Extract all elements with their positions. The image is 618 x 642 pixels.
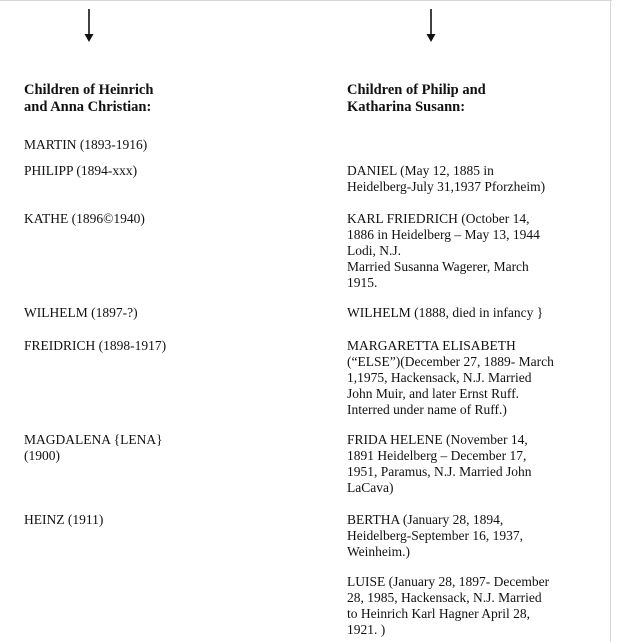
entry-line: Lodi, N.J. <box>347 243 401 258</box>
child-entry-margaretta <box>347 338 554 418</box>
left-column-heading <box>24 82 153 116</box>
entry-line: Heidelberg-September 16, 1937, <box>347 528 523 543</box>
heading-line: Children of Philip and <box>347 82 486 98</box>
entry-line: to Heinrich Karl Hagner April 28, <box>347 606 530 621</box>
entry-line: DANIEL (May 12, 1885 in <box>347 163 494 178</box>
child-entry-bertha <box>347 512 523 560</box>
entry-line: Married Susanna Wagerer, March <box>347 259 529 274</box>
entry-line: (“ELSE”)(December 27, 1889- March <box>347 354 554 369</box>
heading-line: and Anna Christian: <box>24 99 152 115</box>
child-entry-kathe <box>24 211 145 227</box>
page-top-border <box>0 0 612 1</box>
child-entry-philipp <box>24 163 137 179</box>
entry-line: KARL FRIEDRICH (October 14, <box>347 211 530 226</box>
child-entry-heinz <box>24 512 103 528</box>
entry-line: John Muir, and later Ernst Ruff. <box>347 386 520 401</box>
entry-line: (1900) <box>24 448 60 463</box>
entry-line: KATHE (1896©1940) <box>24 211 145 226</box>
child-entry-luise <box>347 574 549 638</box>
entry-line: 1,1975, Hackensack, N.J. Married <box>347 370 532 385</box>
entry-line: 1921. ) <box>347 622 386 637</box>
child-entry-frida <box>347 432 531 496</box>
entry-line: 1886 in Heidelberg – May 13, 1944 <box>347 227 540 242</box>
child-entry-wilhelm-infancy <box>347 305 543 321</box>
entry-line: WILHELM (1888, died in infancy } <box>347 305 544 320</box>
entry-line: 1951, Paramus, N.J. Married John <box>347 464 532 479</box>
right-column-heading <box>347 82 486 116</box>
heading-line: Katharina Susann: <box>347 99 466 115</box>
entry-line: 1915. <box>347 275 378 290</box>
down-arrow-icon <box>83 9 95 43</box>
entry-line: PHILIPP (1894-xxx) <box>24 163 138 178</box>
down-arrow-icon <box>425 9 437 43</box>
entry-line: Interred under name of Ruff.) <box>347 402 507 417</box>
entry-line: Weinheim.) <box>347 544 411 559</box>
entry-line: Heidelberg-July 31,1937 Pforzheim) <box>347 179 546 194</box>
child-entry-wilhelm <box>24 305 138 321</box>
entry-line: BERTHA (January 28, 1894, <box>347 512 504 527</box>
page-right-border <box>610 0 611 642</box>
entry-line: MARTIN (1893-1916) <box>24 137 148 152</box>
entry-line: WILHELM (1897-?) <box>24 305 138 320</box>
entry-line: HEINZ (1911) <box>24 512 104 527</box>
child-entry-martin <box>24 137 147 153</box>
entry-line: 1891 Heidelberg – December 17, <box>347 448 527 463</box>
child-entry-freidrich <box>24 338 166 354</box>
heading-line: Children of Heinrich <box>24 82 154 98</box>
entry-line: MARGARETTA ELISABETH <box>347 338 516 353</box>
entry-line: MAGDALENA {LENA} <box>24 432 163 447</box>
entry-line: 28, 1985, Hackensack, N.J. Married <box>347 590 542 605</box>
child-entry-daniel <box>347 163 545 195</box>
child-entry-karl-friedrich <box>347 211 540 291</box>
entry-line: LaCava) <box>347 480 394 495</box>
entry-line: FREIDRICH (1898-1917) <box>24 338 167 353</box>
entry-line: LUISE (January 28, 1897- December <box>347 574 550 589</box>
child-entry-magdalena <box>24 432 163 464</box>
entry-line: FRIDA HELENE (November 14, <box>347 432 528 447</box>
